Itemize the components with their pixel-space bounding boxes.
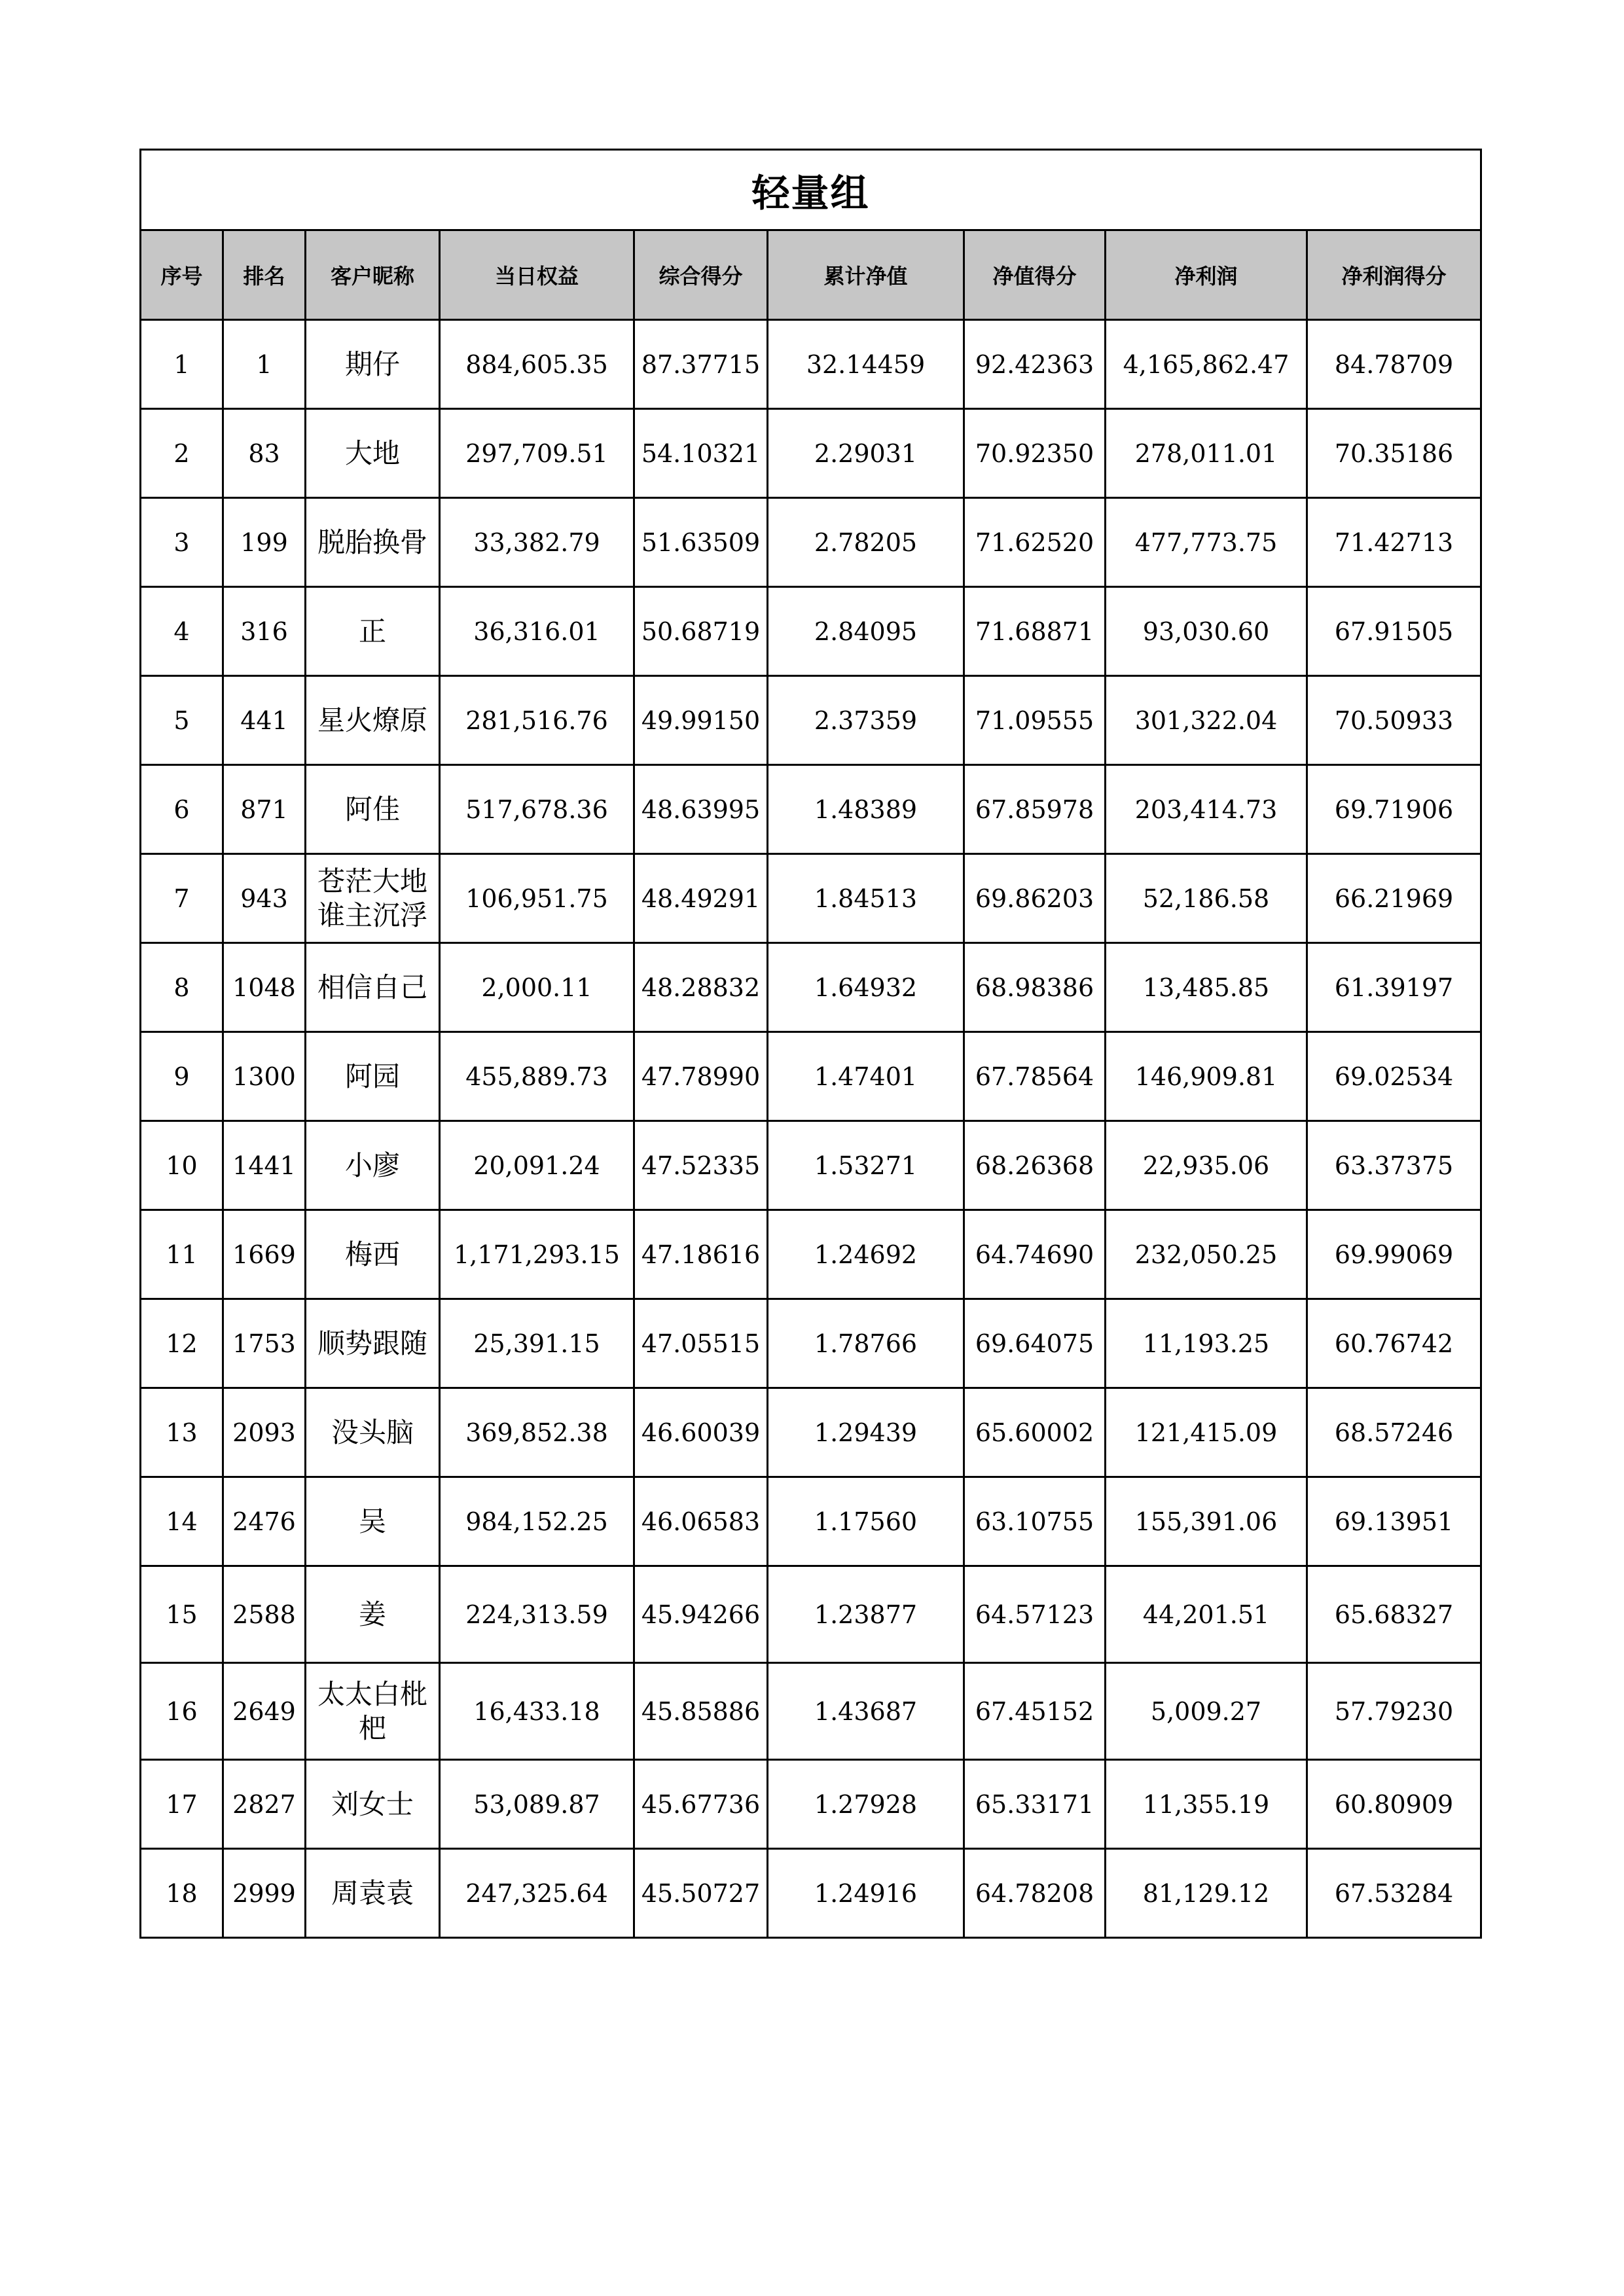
cell-rank: 943 bbox=[223, 854, 306, 943]
table-row bbox=[141, 1566, 1481, 1663]
cell-nickname: 太太白枇杷 bbox=[306, 1663, 440, 1760]
cell-nickname: 吴 bbox=[306, 1477, 440, 1566]
cell-equity: 20,091.24 bbox=[440, 1121, 634, 1210]
cell-net-profit-score: 60.80909 bbox=[1307, 1760, 1481, 1849]
cell-equity: 884,605.35 bbox=[440, 320, 634, 409]
table-title: 轻量组 bbox=[141, 150, 1481, 230]
cell-nickname: 周袁袁 bbox=[306, 1849, 440, 1938]
cell-rank: 1048 bbox=[223, 943, 306, 1032]
cell-cumulative-nav: 1.48389 bbox=[768, 765, 964, 854]
cell-rank: 2476 bbox=[223, 1477, 306, 1566]
table-row bbox=[141, 498, 1481, 587]
cell-rank: 1441 bbox=[223, 1121, 306, 1210]
cell-equity: 297,709.51 bbox=[440, 409, 634, 498]
cell-nickname: 正 bbox=[306, 587, 440, 676]
cell-cumulative-nav: 1.27928 bbox=[768, 1760, 964, 1849]
table-row bbox=[141, 1299, 1481, 1388]
cell-net-profit: 93,030.60 bbox=[1106, 587, 1307, 676]
cell-index: 9 bbox=[141, 1032, 223, 1121]
cell-equity: 16,433.18 bbox=[440, 1663, 634, 1760]
cell-rank: 441 bbox=[223, 676, 306, 765]
cell-nickname: 小廖 bbox=[306, 1121, 440, 1210]
cell-nickname: 星火燎原 bbox=[306, 676, 440, 765]
cell-net-profit: 232,050.25 bbox=[1106, 1210, 1307, 1299]
cell-cumulative-nav: 1.23877 bbox=[768, 1566, 964, 1663]
cell-net-profit: 278,011.01 bbox=[1106, 409, 1307, 498]
cell-cumulative-nav: 2.29031 bbox=[768, 409, 964, 498]
cell-nav-score: 68.26368 bbox=[964, 1121, 1106, 1210]
column-header-net-profit-score: 净利润得分 bbox=[1307, 230, 1481, 320]
table-row bbox=[141, 1663, 1481, 1760]
cell-composite-score: 45.94266 bbox=[634, 1566, 768, 1663]
cell-rank: 2999 bbox=[223, 1849, 306, 1938]
cell-net-profit: 146,909.81 bbox=[1106, 1032, 1307, 1121]
cell-net-profit-score: 60.76742 bbox=[1307, 1299, 1481, 1388]
cell-composite-score: 48.28832 bbox=[634, 943, 768, 1032]
column-header-rank: 排名 bbox=[223, 230, 306, 320]
cell-nav-score: 70.92350 bbox=[964, 409, 1106, 498]
cell-index: 16 bbox=[141, 1663, 223, 1760]
cell-nickname: 脱胎换骨 bbox=[306, 498, 440, 587]
cell-composite-score: 87.37715 bbox=[634, 320, 768, 409]
cell-rank: 199 bbox=[223, 498, 306, 587]
cell-composite-score: 54.10321 bbox=[634, 409, 768, 498]
cell-nav-score: 69.86203 bbox=[964, 854, 1106, 943]
cell-net-profit-score: 69.02534 bbox=[1307, 1032, 1481, 1121]
cell-rank: 2093 bbox=[223, 1388, 306, 1477]
cell-equity: 517,678.36 bbox=[440, 765, 634, 854]
cell-index: 13 bbox=[141, 1388, 223, 1477]
cell-nav-score: 65.33171 bbox=[964, 1760, 1106, 1849]
cell-equity: 1,171,293.15 bbox=[440, 1210, 634, 1299]
cell-rank: 2588 bbox=[223, 1566, 306, 1663]
cell-index: 18 bbox=[141, 1849, 223, 1938]
cell-cumulative-nav: 2.37359 bbox=[768, 676, 964, 765]
cell-net-profit-score: 67.53284 bbox=[1307, 1849, 1481, 1938]
cell-nav-score: 92.42363 bbox=[964, 320, 1106, 409]
cell-index: 14 bbox=[141, 1477, 223, 1566]
cell-net-profit: 11,193.25 bbox=[1106, 1299, 1307, 1388]
cell-index: 12 bbox=[141, 1299, 223, 1388]
cell-composite-score: 47.05515 bbox=[634, 1299, 768, 1388]
cell-net-profit-score: 70.50933 bbox=[1307, 676, 1481, 765]
ranking-table bbox=[139, 149, 1482, 1939]
cell-nav-score: 67.45152 bbox=[964, 1663, 1106, 1760]
cell-rank: 83 bbox=[223, 409, 306, 498]
cell-net-profit: 5,009.27 bbox=[1106, 1663, 1307, 1760]
cell-equity: 25,391.15 bbox=[440, 1299, 634, 1388]
cell-cumulative-nav: 32.14459 bbox=[768, 320, 964, 409]
cell-equity: 106,951.75 bbox=[440, 854, 634, 943]
cell-rank: 2649 bbox=[223, 1663, 306, 1760]
cell-index: 5 bbox=[141, 676, 223, 765]
cell-index: 11 bbox=[141, 1210, 223, 1299]
cell-rank: 1753 bbox=[223, 1299, 306, 1388]
column-header-composite-score: 综合得分 bbox=[634, 230, 768, 320]
cell-net-profit-score: 69.99069 bbox=[1307, 1210, 1481, 1299]
cell-composite-score: 47.78990 bbox=[634, 1032, 768, 1121]
table-body bbox=[141, 320, 1481, 1938]
cell-cumulative-nav: 2.84095 bbox=[768, 587, 964, 676]
cell-cumulative-nav: 1.17560 bbox=[768, 1477, 964, 1566]
column-header-cumulative-nav: 累计净值 bbox=[768, 230, 964, 320]
cell-rank: 316 bbox=[223, 587, 306, 676]
column-header-equity: 当日权益 bbox=[440, 230, 634, 320]
table-row bbox=[141, 676, 1481, 765]
cell-net-profit-score: 66.21969 bbox=[1307, 854, 1481, 943]
cell-net-profit: 13,485.85 bbox=[1106, 943, 1307, 1032]
cell-equity: 2,000.11 bbox=[440, 943, 634, 1032]
cell-equity: 281,516.76 bbox=[440, 676, 634, 765]
cell-net-profit-score: 63.37375 bbox=[1307, 1121, 1481, 1210]
cell-nickname: 没头脑 bbox=[306, 1388, 440, 1477]
cell-index: 10 bbox=[141, 1121, 223, 1210]
cell-cumulative-nav: 1.64932 bbox=[768, 943, 964, 1032]
cell-index: 4 bbox=[141, 587, 223, 676]
cell-cumulative-nav: 1.47401 bbox=[768, 1032, 964, 1121]
cell-net-profit: 203,414.73 bbox=[1106, 765, 1307, 854]
cell-rank: 1300 bbox=[223, 1032, 306, 1121]
cell-index: 3 bbox=[141, 498, 223, 587]
cell-cumulative-nav: 1.78766 bbox=[768, 1299, 964, 1388]
cell-net-profit: 11,355.19 bbox=[1106, 1760, 1307, 1849]
cell-net-profit: 301,322.04 bbox=[1106, 676, 1307, 765]
cell-cumulative-nav: 2.78205 bbox=[768, 498, 964, 587]
cell-nav-score: 69.64075 bbox=[964, 1299, 1106, 1388]
cell-nav-score: 63.10755 bbox=[964, 1477, 1106, 1566]
cell-composite-score: 45.85886 bbox=[634, 1663, 768, 1760]
cell-net-profit-score: 69.13951 bbox=[1307, 1477, 1481, 1566]
header-row bbox=[141, 230, 1481, 320]
cell-equity: 36,316.01 bbox=[440, 587, 634, 676]
cell-index: 1 bbox=[141, 320, 223, 409]
table-row bbox=[141, 1210, 1481, 1299]
cell-nav-score: 65.60002 bbox=[964, 1388, 1106, 1477]
cell-nickname: 苍茫大地谁主沉浮 bbox=[306, 854, 440, 943]
cell-composite-score: 50.68719 bbox=[634, 587, 768, 676]
cell-net-profit: 44,201.51 bbox=[1106, 1566, 1307, 1663]
table-row bbox=[141, 854, 1481, 943]
cell-nickname: 姜 bbox=[306, 1566, 440, 1663]
table-row bbox=[141, 943, 1481, 1032]
cell-rank: 2827 bbox=[223, 1760, 306, 1849]
cell-net-profit-score: 68.57246 bbox=[1307, 1388, 1481, 1477]
table-row bbox=[141, 1760, 1481, 1849]
column-header-nickname: 客户昵称 bbox=[306, 230, 440, 320]
cell-net-profit: 477,773.75 bbox=[1106, 498, 1307, 587]
cell-nav-score: 64.57123 bbox=[964, 1566, 1106, 1663]
cell-cumulative-nav: 1.24916 bbox=[768, 1849, 964, 1938]
cell-equity: 247,325.64 bbox=[440, 1849, 634, 1938]
cell-nickname: 相信自己 bbox=[306, 943, 440, 1032]
column-header-nav-score: 净值得分 bbox=[964, 230, 1106, 320]
cell-nav-score: 64.74690 bbox=[964, 1210, 1106, 1299]
cell-net-profit-score: 61.39197 bbox=[1307, 943, 1481, 1032]
cell-rank: 1669 bbox=[223, 1210, 306, 1299]
cell-composite-score: 51.63509 bbox=[634, 498, 768, 587]
cell-composite-score: 47.18616 bbox=[634, 1210, 768, 1299]
cell-index: 17 bbox=[141, 1760, 223, 1849]
cell-index: 6 bbox=[141, 765, 223, 854]
cell-net-profit-score: 71.42713 bbox=[1307, 498, 1481, 587]
cell-equity: 455,889.73 bbox=[440, 1032, 634, 1121]
table-row bbox=[141, 1849, 1481, 1938]
cell-nav-score: 67.85978 bbox=[964, 765, 1106, 854]
cell-equity: 984,152.25 bbox=[440, 1477, 634, 1566]
cell-nav-score: 71.09555 bbox=[964, 676, 1106, 765]
cell-composite-score: 48.63995 bbox=[634, 765, 768, 854]
cell-net-profit: 4,165,862.47 bbox=[1106, 320, 1307, 409]
cell-net-profit: 81,129.12 bbox=[1106, 1849, 1307, 1938]
cell-net-profit-score: 65.68327 bbox=[1307, 1566, 1481, 1663]
table-row bbox=[141, 587, 1481, 676]
cell-net-profit-score: 84.78709 bbox=[1307, 320, 1481, 409]
cell-index: 15 bbox=[141, 1566, 223, 1663]
cell-rank: 871 bbox=[223, 765, 306, 854]
cell-nav-score: 67.78564 bbox=[964, 1032, 1106, 1121]
cell-cumulative-nav: 1.84513 bbox=[768, 854, 964, 943]
ranking-sheet bbox=[139, 149, 1480, 1939]
cell-net-profit-score: 57.79230 bbox=[1307, 1663, 1481, 1760]
cell-nav-score: 71.62520 bbox=[964, 498, 1106, 587]
cell-nickname: 阿园 bbox=[306, 1032, 440, 1121]
cell-composite-score: 46.06583 bbox=[634, 1477, 768, 1566]
cell-equity: 224,313.59 bbox=[440, 1566, 634, 1663]
cell-equity: 369,852.38 bbox=[440, 1388, 634, 1477]
cell-net-profit: 22,935.06 bbox=[1106, 1121, 1307, 1210]
cell-index: 7 bbox=[141, 854, 223, 943]
cell-equity: 53,089.87 bbox=[440, 1760, 634, 1849]
cell-cumulative-nav: 1.53271 bbox=[768, 1121, 964, 1210]
cell-composite-score: 45.50727 bbox=[634, 1849, 768, 1938]
cell-nickname: 大地 bbox=[306, 409, 440, 498]
cell-composite-score: 48.49291 bbox=[634, 854, 768, 943]
table-row bbox=[141, 320, 1481, 409]
cell-net-profit: 121,415.09 bbox=[1106, 1388, 1307, 1477]
cell-net-profit-score: 69.71906 bbox=[1307, 765, 1481, 854]
cell-net-profit-score: 67.91505 bbox=[1307, 587, 1481, 676]
cell-index: 8 bbox=[141, 943, 223, 1032]
cell-nav-score: 68.98386 bbox=[964, 943, 1106, 1032]
cell-net-profit: 155,391.06 bbox=[1106, 1477, 1307, 1566]
cell-nav-score: 71.68871 bbox=[964, 587, 1106, 676]
cell-composite-score: 47.52335 bbox=[634, 1121, 768, 1210]
table-row bbox=[141, 1388, 1481, 1477]
cell-composite-score: 46.60039 bbox=[634, 1388, 768, 1477]
cell-nav-score: 64.78208 bbox=[964, 1849, 1106, 1938]
table-row bbox=[141, 409, 1481, 498]
cell-composite-score: 49.99150 bbox=[634, 676, 768, 765]
cell-nickname: 顺势跟随 bbox=[306, 1299, 440, 1388]
cell-cumulative-nav: 1.24692 bbox=[768, 1210, 964, 1299]
cell-net-profit-score: 70.35186 bbox=[1307, 409, 1481, 498]
cell-nickname: 期仔 bbox=[306, 320, 440, 409]
cell-cumulative-nav: 1.29439 bbox=[768, 1388, 964, 1477]
cell-rank: 1 bbox=[223, 320, 306, 409]
table-row bbox=[141, 1121, 1481, 1210]
cell-nickname: 梅西 bbox=[306, 1210, 440, 1299]
cell-nickname: 阿佳 bbox=[306, 765, 440, 854]
cell-composite-score: 45.67736 bbox=[634, 1760, 768, 1849]
cell-equity: 33,382.79 bbox=[440, 498, 634, 587]
cell-net-profit: 52,186.58 bbox=[1106, 854, 1307, 943]
cell-nickname: 刘女士 bbox=[306, 1760, 440, 1849]
column-header-net-profit: 净利润 bbox=[1106, 230, 1307, 320]
cell-index: 2 bbox=[141, 409, 223, 498]
column-header-index: 序号 bbox=[141, 230, 223, 320]
table-row bbox=[141, 765, 1481, 854]
table-row bbox=[141, 1032, 1481, 1121]
table-row bbox=[141, 1477, 1481, 1566]
cell-cumulative-nav: 1.43687 bbox=[768, 1663, 964, 1760]
